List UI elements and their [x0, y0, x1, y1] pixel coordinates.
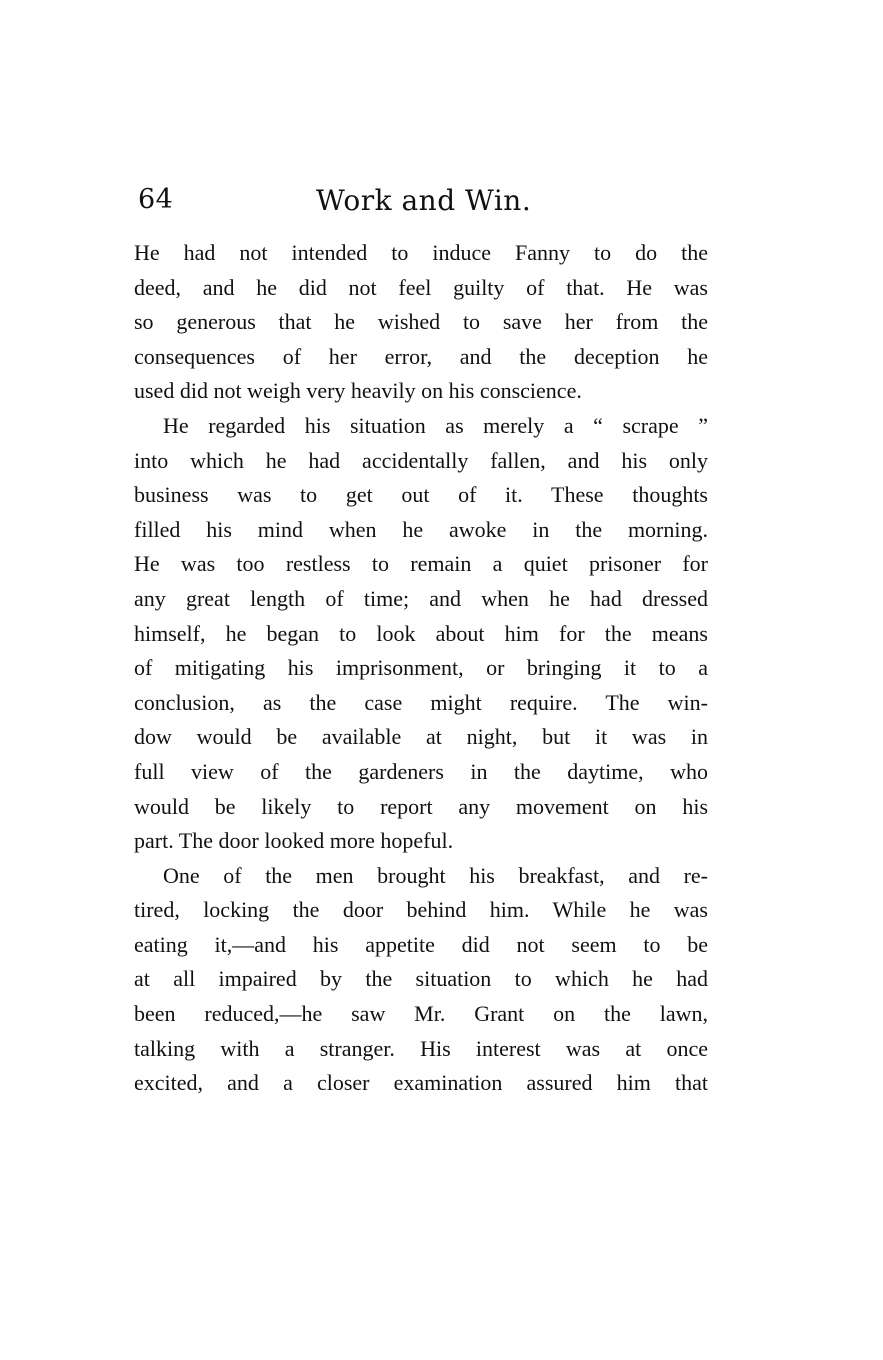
running-title: Work and Win. [316, 184, 532, 217]
text-line: at all impaired by the situation to which he had [134, 966, 708, 992]
text-line: into which he had accidentally fallen, and his only [134, 447, 708, 473]
text-line: He regarded his situation as merely a “ scrape ” [163, 412, 708, 438]
text-line: any great length of time; and when he had dressed [134, 585, 708, 611]
text-line: used did not weigh very heavily on his conscience. [134, 378, 582, 404]
text-line: He was too restless to remain a quiet prisoner for [134, 551, 708, 577]
text-line: consequences of her error, and the deception he [134, 343, 708, 369]
text-line: He had not intended to induce Fanny to do the [134, 240, 708, 265]
body-text [134, 236, 708, 1101]
text-line: of mitigating his imprisonment, or bringing it to a [134, 655, 708, 681]
text-line: eating it,—and his appetite did not seem to be [134, 931, 708, 957]
text-line: talking with a stranger. His interest was at once [134, 1035, 708, 1061]
text-line: been reduced,—he saw Mr. Grant on the lawn, [134, 1001, 708, 1027]
text-line: conclusion, as the case might require. The win- [134, 689, 708, 715]
page-header [138, 184, 718, 224]
text-line: One of the men brought his breakfast, and re- [163, 862, 708, 888]
text-line: full view of the gardeners in the daytime, who [134, 758, 708, 784]
text-line: dow would be available at night, but it was in [134, 724, 708, 750]
text-line: filled his mind when he awoke in the morning. [134, 516, 708, 542]
page-number: 64 [138, 184, 174, 215]
text-line: deed, and he did not feel guilty of that. He was [134, 274, 708, 300]
text-line: himself, he began to look about him for the means [134, 620, 708, 646]
text-line: part. The door looked more hopeful. [134, 828, 454, 854]
text-line: so generous that he wished to save her from the [134, 309, 708, 335]
text-line: tired, locking the door behind him. While he was [134, 897, 708, 923]
text-line: business was to get out of it. These thoughts [134, 482, 708, 508]
text-line: excited, and a closer examination assured him that [134, 1070, 708, 1096]
text-line: would be likely to report any movement on his [134, 793, 708, 819]
